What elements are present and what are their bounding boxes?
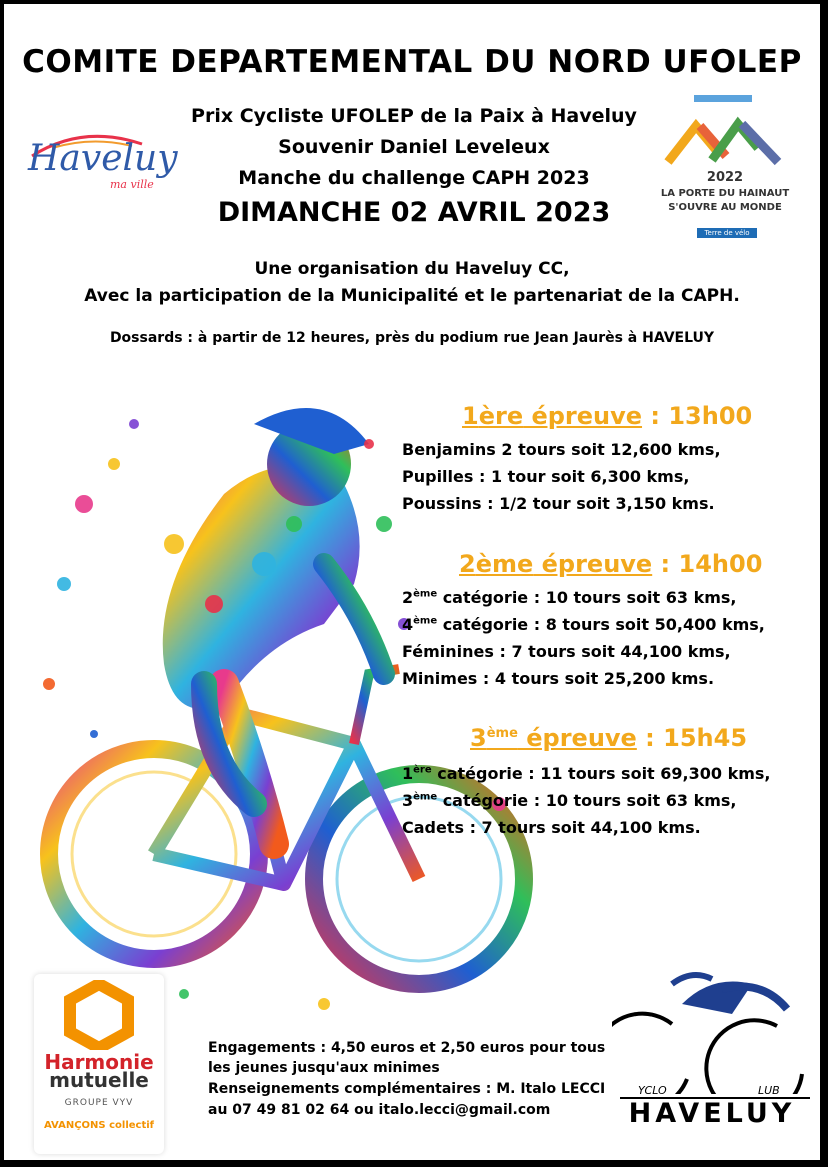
harmonie-groupe: GROUPE VYV xyxy=(64,1098,134,1108)
subtitle-line-2: Souvenir Daniel Leveleux xyxy=(278,136,550,158)
epreuve-1-line-1: Benjamins 2 tours soit 12,600 kms, xyxy=(402,440,721,459)
harmonie-slogan: AVANÇONS collectif xyxy=(43,1120,155,1131)
poster xyxy=(4,4,820,1160)
footer-line-1: Engagements : 4,50 euros et 2,50 euros pour tous xyxy=(208,1040,606,1056)
haveluy-logo-tagline: ma ville xyxy=(110,178,154,191)
epreuve-1-line-3: Poussins : 1/2 tour soit 3,150 kms. xyxy=(402,494,715,513)
epreuve-2-line-3: Féminines : 7 tours soit 44,100 kms, xyxy=(402,642,731,661)
epreuve-2-title: 2ème épreuve xyxy=(459,550,653,578)
footer-line-2: les jeunes jusqu'aux minimes xyxy=(208,1060,440,1076)
haveluy-logo xyxy=(22,126,192,196)
epreuve-1-time: : 13h00 xyxy=(642,402,753,430)
footer-line-3: Renseignements complémentaires : M. Italo LECCI xyxy=(208,1081,606,1097)
cyclo-club-name: HAVELUY xyxy=(628,1098,796,1129)
epreuve-3-title: 3ème épreuve xyxy=(470,724,637,752)
harmonie-mutuelle-logo xyxy=(34,974,164,1154)
epreuve-3-line-2: 3ème catégorie : 10 tours soit 63 kms, xyxy=(402,791,737,810)
epreuve-1-title: 1ère épreuve xyxy=(462,402,643,430)
dossards-info: Dossards : à partir de 12 heures, près du podium rue Jean Jaurès à HAVELUY xyxy=(109,330,715,346)
footer-line-4: au 07 49 81 02 64 ou italo.lecci@gmail.com xyxy=(208,1102,551,1118)
porte-logo-badge: Terre de vélo xyxy=(697,228,757,238)
epreuve-1-heading xyxy=(462,402,752,430)
epreuve-1-line-2: Pupilles : 1 tour soit 6,300 kms, xyxy=(402,467,690,486)
porte-logo-year: 2022 xyxy=(706,170,744,185)
cyclo-club-bike-icon xyxy=(612,964,812,1094)
harmonie-name-1: Harmonie xyxy=(44,1050,154,1074)
epreuve-3-heading xyxy=(470,724,747,752)
harmonie-hexagon-icon xyxy=(64,980,134,1050)
porte-logo-mountains-icon xyxy=(660,92,790,172)
epreuve-2-time: : 14h00 xyxy=(652,550,763,578)
event-date: DIMANCHE 02 AVRIL 2023 xyxy=(217,197,611,228)
poster-title: COMITE DEPARTEMENTAL DU NORD UFOLEP xyxy=(22,44,802,80)
subtitle-line-3: Manche du challenge CAPH 2023 xyxy=(238,167,590,189)
subtitle-line-1: Prix Cycliste UFOLEP de la Paix à Haveluy xyxy=(191,105,637,127)
porte-logo-line2: S'OUVRE AU MONDE xyxy=(668,202,782,213)
porte-du-hainaut-logo xyxy=(660,92,790,244)
cyclo-club-cyclo: YCLO xyxy=(638,1084,667,1097)
epreuve-2-line-4: Minimes : 4 tours soit 25,200 kms. xyxy=(402,669,715,688)
epreuve-3-line-1: 1ère catégorie : 11 tours soit 69,300 kms, xyxy=(402,764,771,783)
epreuve-3-line-3: Cadets : 7 tours soit 44,100 kms. xyxy=(402,818,701,837)
cyclo-club-lub: LUB xyxy=(758,1084,780,1097)
epreuve-2-line-1: 2ème catégorie : 10 tours soit 63 kms, xyxy=(402,588,737,607)
harmonie-name-2: mutuelle xyxy=(49,1068,149,1092)
epreuve-2-line-2: 4ème catégorie : 8 tours soit 50,400 kms, xyxy=(402,615,765,634)
epreuve-2-heading xyxy=(459,550,762,578)
cyclo-club-haveluy-logo xyxy=(612,964,812,1134)
porte-logo-line1: LA PORTE DU HAINAUT xyxy=(660,188,790,199)
organisation-line-2: Avec la participation de la Municipalité et le partenariat de la CAPH. xyxy=(84,286,740,306)
organisation-line-1: Une organisation du Haveluy CC, xyxy=(254,259,570,279)
epreuve-3-time: : 15h45 xyxy=(636,724,748,752)
haveluy-logo-name: Haveluy xyxy=(28,138,178,179)
